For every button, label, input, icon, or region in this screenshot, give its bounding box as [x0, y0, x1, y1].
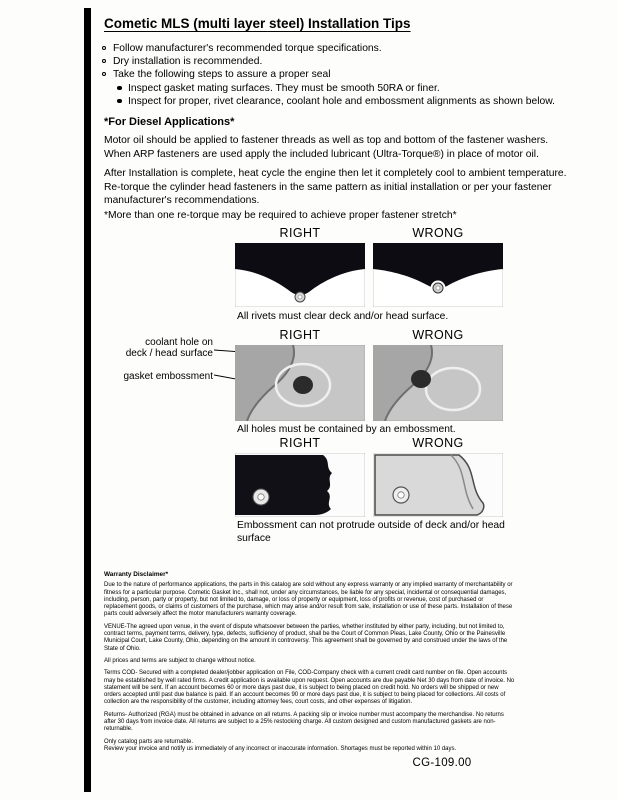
coolant-hole-callout-line2: deck / head surface: [125, 348, 213, 359]
right-label-row3: RIGHT: [279, 436, 321, 450]
disclaimer-paragraph: Returns- Authorized (RGA) must be obtained in advance on all returns. A packing slip or invoice number must accompany the merchandise. No returns after 30 days from invoice date. All returns are subject to a 25% restocking charge. All custom designed and custom manufactured gaskets are non-returnable.: [104, 711, 504, 733]
protrusion-right-illustration: [235, 453, 365, 517]
wrong-label-row3: WRONG: [412, 436, 464, 450]
diesel-applications-heading: *For Diesel Applications*: [104, 116, 235, 128]
tip-item: [102, 68, 592, 81]
tip-text: Take the following steps to assure a proper seal: [113, 69, 331, 81]
rivet-right-diagram: [235, 243, 365, 307]
left-border-rule: [84, 8, 91, 792]
disclaimer-paragraph: Review your invoice and notify us immediately of any incorrect or inaccurate information. Shortages must be reported within 10 days.: [104, 745, 457, 752]
tip-sub-item: [117, 82, 592, 95]
wrong-label-row2: WRONG: [412, 328, 464, 342]
protrusion-right-diagram: [235, 453, 365, 517]
disclaimer-paragraph: VENUE-The agreed upon venue, in the event of dispute whatsoever between the parties, whether instituted by either party, including, but not limited to, contract terms, payment terms, delivery, type, defects, sufficiency of product, shall be the Court of Common Pleas, Lake County, Ohio or the Painesville Municipal Court, Lake County, Ohio, depending on the amount in controversy. This agreement shall be governed by and construed under the laws of the State of Ohio.: [104, 623, 508, 652]
rivet-right-illustration: [235, 243, 365, 307]
tips-list: [102, 42, 592, 108]
filled-bullet-icon: [117, 99, 122, 104]
open-bullet-icon: [102, 59, 106, 63]
embossment-wrong-diagram: [373, 345, 503, 421]
embossment-right-diagram: [235, 345, 365, 421]
tip-item: [102, 42, 592, 55]
embossment-wrong-illustration: [373, 345, 503, 421]
disclaimer-paragraph: Due to the nature of performance applications, the parts in this catalog are sold without any express warranty or any implied warranty of merchantability or fitness for a particular purpose. Cometic Gasket Inc., shall not, under any circumstances, be liable for any special, incidental or consequential damages, including, person, party or property, but not limited to, damage, or loss of property or equipment, loss of profits or revenue, cost of purchased or replacement goods, or claims of customers of the purchase, which may arise and/or result from sale, installation or use of these parts. Installation of these parts could adversely affect the motor manufacturers warranty coverage.: [104, 582, 513, 618]
protrusion-wrong-diagram: [373, 453, 503, 517]
disclaimer-paragraph: All prices and terms are subject to change without notice.: [104, 657, 256, 664]
tip-sub-item: [117, 95, 592, 108]
row1-caption: All rivets must clear deck and/or head surface.: [237, 311, 449, 322]
retorque-note: *More than one re-torque may be required to achieve proper fastener stretch*: [104, 210, 457, 221]
right-label-row1: RIGHT: [279, 226, 321, 240]
disclaimer-paragraph: Terms COD- Secured with a completed dealer/jobber application on File, COD-Company check with a current credit card number on file. Open accounts may be established by well rated firms. A credit application is available upon request. Open accounts are due payable Net 30 days from date of invoice. No statement will be sent. If an account becomes 60 or more days past due, it is subject to being placed on credit hold. No orders will be shipped or new orders accepted until past due balance is paid. If an account becomes 90 or more days past due, it is subject to being placed for collections. All costs of collection are the responsibility of the customer, including attorney fees, court costs, and other expenses of litigation.: [104, 670, 515, 706]
diesel-paragraph-1: Motor oil should be applied to fastener threads as well as top and bottom of the fastener washers. When ARP fasteners are used apply the included lubricant (Ultra-Torque®) in place of motor oil.: [104, 135, 549, 160]
tip-item: [102, 55, 592, 68]
row3-caption: Embossment can not protrude outside of deck and/or head surface: [237, 520, 505, 544]
protrusion-wrong-illustration: [373, 453, 503, 517]
open-bullet-icon: [102, 46, 106, 50]
warranty-disclaimer: [104, 571, 516, 758]
disclaimer-paragraph: Only catalog parts are returnable.: [104, 738, 194, 745]
rivet-wrong-illustration: [373, 243, 503, 307]
page-title: Cometic MLS (multi layer steel) Installation Tips: [104, 16, 411, 31]
open-bullet-icon: [102, 72, 106, 76]
tip-text: Follow manufacturer's recommended torque specifications.: [113, 43, 382, 54]
tip-text: Inspect for proper, rivet clearance, coolant hole and embossment alignments as shown below.: [128, 95, 555, 107]
tip-text: Dry installation is recommended.: [113, 56, 263, 68]
document-number: CG-109.00: [412, 757, 472, 769]
wrong-label-row1: WRONG: [412, 226, 464, 240]
embossment-right-illustration: [235, 345, 365, 421]
coolant-hole-callout-line1: coolant hole on: [145, 337, 213, 348]
diesel-paragraph-2: After Installation is complete, heat cycle the engine then let it completely cool to ambient temperature. Re-torque the cylinder head fasteners in the same pattern as initial installation or per your fastener manufacturer's recommendations.: [104, 168, 567, 207]
row2-caption: All holes must be contained by an embossment.: [237, 424, 456, 435]
rivet-wrong-diagram: [373, 243, 503, 307]
gasket-embossment-callout: gasket embossment: [123, 371, 213, 382]
right-label-row2: RIGHT: [279, 328, 321, 342]
filled-bullet-icon: [117, 86, 122, 91]
tip-text: Inspect gasket mating surfaces. They must be smooth 50RA or finer.: [128, 82, 440, 94]
warranty-disclaimer-heading: Warranty Disclaimer*: [104, 571, 169, 578]
